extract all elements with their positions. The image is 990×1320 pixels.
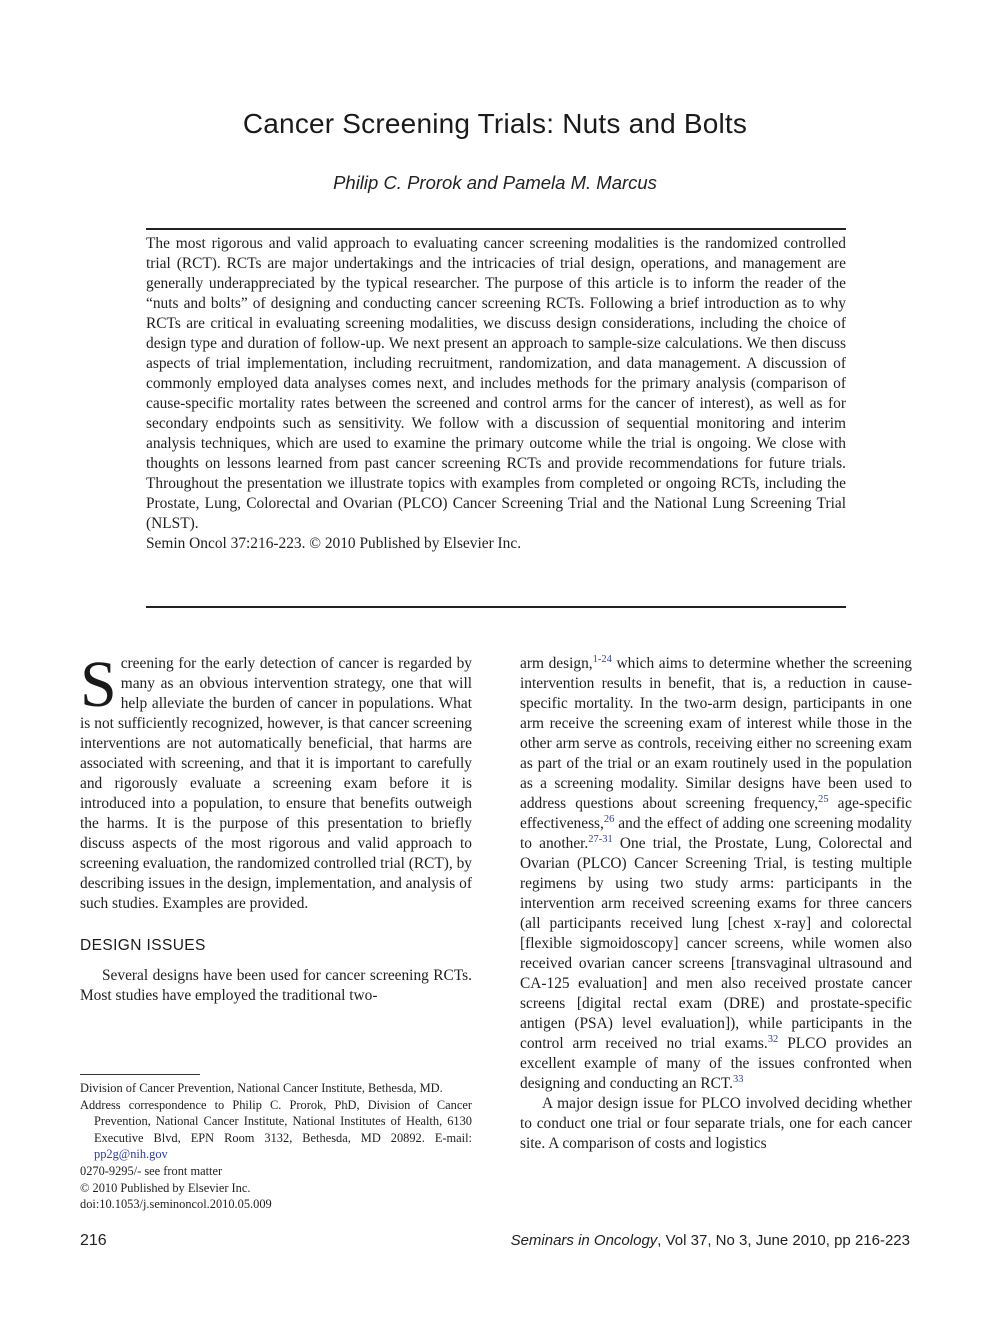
abstract-top-rule <box>146 228 846 230</box>
abstract-text: The most rigorous and valid approach to evaluating cancer screening modalities is the randomized controlled trial (RCT). RCTs are major undertakings and the intricacies of trial design, operations, and management are generally underappreciated by the typical researcher. The purpose of this article is to inform the reader of the “nuts and bolts” of designing and conducting cancer screening RCTs. Following a brief introduction as to why RCTs are critical in evaluating screening modalities, we discuss design considerations, including the choice of design type and duration of follow-up. We next present an approach to sample-size calculations. We then discuss aspects of trial implementation, including recruitment, randomization, and data management. A discussion of commonly employed data analyses comes next, and includes methods for the primary analysis (comparison of cause-specific mortality rates between the screened and control arms for the cancer of interest), as well as for secondary endpoints such as sensitivity. We follow with a discussion of sequential monitoring and interim analysis techniques, which are used to examine the primary outcome while the trial is ongoing. We close with thoughts on lessons learned from past cancer screening RCTs and provide recommendations for future trials. Throughout the presentation we illustrate topics with examples from completed or ongoing RCTs, including the Prostate, Lung, Colorectal and Ovarian (PLCO) Cancer Screening Trial and the National Lung Screening Trial (NLST). <box>146 235 846 532</box>
footnote-issn: 0270-9295/- see front matter <box>80 1163 223 1178</box>
email-link[interactable]: pp2g@nih.gov <box>94 1147 168 1162</box>
text-run: arm design, <box>520 655 593 672</box>
text-run: PLCO provides an excellent example of many of the issues confronted when designing and conducting an RCT. <box>520 1035 913 1092</box>
footnotes-block <box>80 1080 472 1213</box>
section-heading-design-issues: DESIGN ISSUES <box>80 937 206 954</box>
citation-link[interactable]: 1-24 <box>592 653 612 665</box>
abstract-block <box>146 234 846 554</box>
journal-citation <box>511 1232 910 1249</box>
citation-link[interactable]: 32 <box>767 1033 779 1045</box>
plco-design-paragraph: A major design issue for PLCO involved deciding whether to conduct one trial or four separate trials, one for each cancer site. A comparison of costs and logistics <box>520 1095 912 1152</box>
journal-name: Seminars in Oncology <box>510 1232 658 1249</box>
intro-paragraph <box>80 648 472 914</box>
page-number: 216 <box>80 1232 107 1249</box>
footnote-affiliation: Division of Cancer Prevention, National Cancer Institute, Bethesda, MD. <box>80 1081 443 1095</box>
footnote-correspondence <box>80 1097 472 1163</box>
right-column <box>520 654 912 1154</box>
citation-link[interactable]: 33 <box>733 1073 744 1085</box>
footnote-rule <box>80 1074 200 1075</box>
intro-text: creening for the early detection of cancer is regarded by many as an obvious intervention strategy, one that will help alleviate the burden of cancer in populations. What is not sufficiently recognized, however, is that cancer screening interventions are not automatically beneficial, that harms are associated with screening, and that it is important to carefully and rigorously evaluate a screening exam before it is introduced into a population, to ensure that benefits outweigh the harms. It is the purpose of this presentation to briefly discuss aspects of the most rigorous and valid approach to screening evaluation, the randomized controlled trial (RCT), by describing issues in the design, implementation, and analysis of such studies. Examples are provided. <box>80 655 472 912</box>
abstract-bottom-rule <box>146 606 846 608</box>
drop-cap: S <box>80 648 117 721</box>
text-run: and the effect of adding one screening modality to another. <box>520 815 912 852</box>
citation-link[interactable]: 26 <box>603 813 615 825</box>
article-title: Cancer Screening Trials: Nuts and Bolts <box>242 108 748 139</box>
citation-link[interactable]: 25 <box>818 793 829 805</box>
abstract-citation: Semin Oncol 37:216-223. © 2010 Published by Elsevier Inc. <box>146 535 522 552</box>
design-issues-paragraph: Several designs have been used for cancer screening RCTs. Most studies have employed the traditional two- <box>80 967 472 1004</box>
journal-details: , Vol 37, No 3, June 2010, pp 216-223 <box>657 1232 910 1249</box>
design-continuation-paragraph <box>520 654 912 1094</box>
footnote-doi[interactable]: doi:10.1053/j.seminoncol.2010.05.009 <box>80 1197 272 1212</box>
citation-link[interactable]: 27-31 <box>588 833 613 845</box>
left-column <box>80 648 472 1006</box>
text-run: age-specific effectiveness, <box>520 795 912 832</box>
article-authors: Philip C. Prorok and Pamela M. Marcus <box>333 172 657 193</box>
text-run: One trial, the Prostate, Lung, Colorectal and Ovarian (PLCO) Cancer Screening Trial, is testing multiple regimens by using two study arms: participants in the intervention arm received screening exams for three cancers (all participants received lung [chest x-ray] and colorectal [flexible sigmoidoscopy] cancer screens, while women also received ovarian cancer screens [transvaginal ultrasound and CA-125 evaluation] and men also received prostate cancer screens [digital rectal exam (DRE) and prostate-specific antigen (PSA) level evaluation]), while participants in the control arm received no trial exams. <box>520 835 912 1052</box>
text-run: which aims to determine whether the screening intervention results in benefit, that is, a reduction in cause-specific mortality. In the two-arm design, participants in one arm receive the screening exam of interest while those in the other arm serve as controls, receiving either no screening exam as part of the trial or an exam routinely used in the population as a screening modality. Similar designs have been used to address questions about screening frequency, <box>520 655 912 812</box>
footnote-copyright: © 2010 Published by Elsevier Inc. <box>80 1180 251 1195</box>
footnote-correspondence-text: Address correspondence to Philip C. Prorok, PhD, Division of Cancer Prevention, National Cancer Institute, National Institutes of Health, 6130 Executive Blvd, EPN Room 3132, Bethesda, MD 20892. E-mail: <box>80 1097 472 1145</box>
